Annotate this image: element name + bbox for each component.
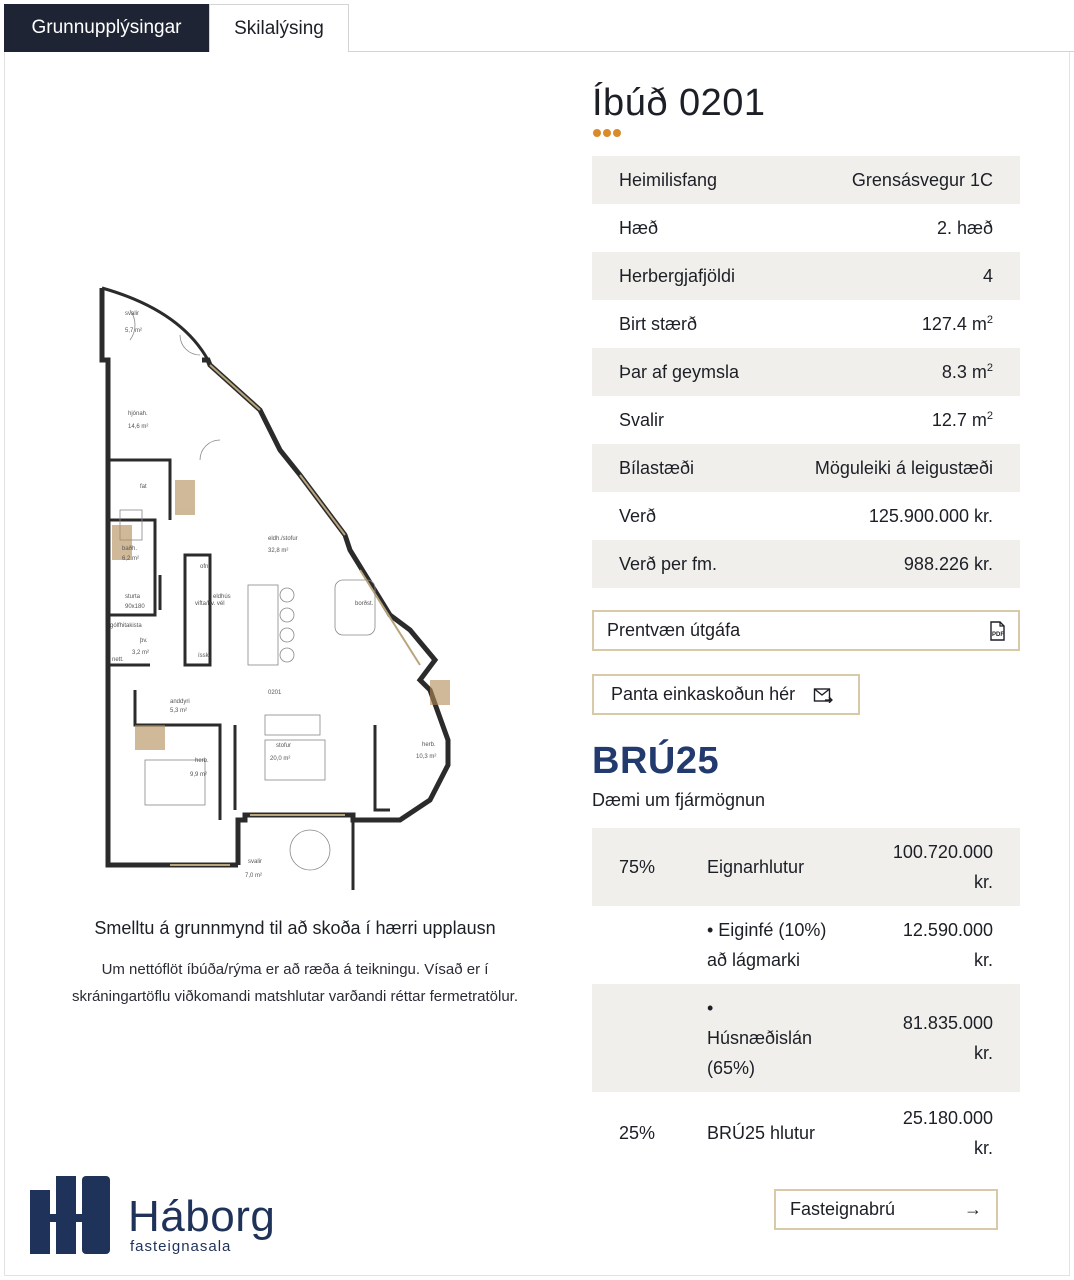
- fin-row-bru25: [592, 1092, 1020, 1174]
- page-title: Íbúð 0201: [592, 82, 766, 124]
- info-row-size: [592, 300, 1020, 348]
- fin-row-equity: [592, 906, 1020, 984]
- info-label: Verð: [619, 505, 657, 526]
- floorplan-disclaimer: Um nettóflöt íbúða/rýma er að ræða á teikningu. Vísað er í skráningartöflu viðkomandi matshlutar varðandi réttar fermetratölur.: [71, 961, 519, 1005]
- dot: [603, 129, 611, 137]
- room-area-bath: 6,2 m²: [122, 556, 140, 562]
- info-value: 988.226 kr.: [903, 553, 993, 574]
- info-row-floor: [592, 204, 1020, 252]
- room-label-gongung: gólfhitakista: [110, 623, 142, 629]
- haborg-logo-name: Háborg: [128, 1192, 276, 1241]
- fin-pct: 25%: [619, 1122, 656, 1143]
- room-label-stofur: stofur: [276, 743, 292, 749]
- fasteignabru-label: Fasteignabrú: [790, 1199, 896, 1219]
- svg-text:PDF: PDF: [992, 631, 1004, 638]
- room-label-svalir-top: svalir: [125, 311, 140, 317]
- room-label-bordst: borðst.: [355, 601, 374, 607]
- info-row-storage: [592, 348, 1020, 396]
- info-label: Hæð: [619, 217, 659, 238]
- fin-amount: 100.720.000 kr.: [892, 842, 993, 892]
- info-row-price: [592, 492, 1020, 540]
- room-label-nett: nett.: [112, 657, 124, 663]
- room-area-herb1: 9,9 m²: [190, 772, 208, 778]
- info-label: Þar af geymsla: [619, 361, 740, 382]
- info-row-rooms: [592, 252, 1020, 300]
- room-area-svalir-bottom: 7,0 m²: [245, 873, 263, 879]
- room-label-fat: fat: [140, 484, 147, 490]
- fin-amount: 25.180.000 kr.: [902, 1108, 993, 1158]
- unit-label-0201: 0201: [268, 690, 282, 696]
- property-info-table: [592, 156, 1020, 588]
- fin-amount: 12.590.000 kr.: [902, 920, 993, 970]
- title-dots-decoration: [593, 129, 621, 137]
- room-label-herb2: herb.: [422, 742, 436, 748]
- room-label-eldh: eldh./stofur: [268, 536, 298, 542]
- fin-pct: 75%: [619, 856, 656, 877]
- room-area-lond: 5,3 m²: [170, 708, 188, 714]
- room-label-sturta: sturta: [125, 594, 141, 600]
- info-label: Herbergjafjöldi: [619, 265, 736, 286]
- fin-label: Eignarhlutur: [707, 857, 805, 877]
- room-area-svalir-top: 5,7 m²: [125, 328, 143, 334]
- financing-table: [592, 828, 1020, 1174]
- print-version-button[interactable]: [592, 610, 1020, 651]
- tab-bar: [4, 4, 349, 52]
- room-size-sturta: 90x180: [125, 604, 145, 610]
- fin-label: • Húsnæðislán (65%): [707, 998, 813, 1078]
- room-area-hjonah: 14,6 m²: [128, 424, 149, 430]
- room-label-bath: baðh.: [122, 546, 138, 552]
- room-area-stofur: 20,0 m²: [270, 756, 291, 762]
- floorplan-hint: Smelltu á grunnmynd til að skoða í hærri upplausn: [94, 918, 496, 938]
- room-label-isskapur: íssk.: [198, 653, 211, 659]
- dot: [593, 129, 601, 137]
- room-label-herb1: herb.: [195, 758, 209, 764]
- fin-row-mortgage: [592, 984, 1020, 1092]
- book-viewing-button[interactable]: [592, 674, 860, 715]
- arrow-right-icon: →: [964, 1199, 982, 1219]
- wall-top-left: [102, 288, 110, 360]
- info-value: 4: [982, 265, 993, 286]
- info-label: Bílastæði: [619, 457, 695, 478]
- info-row-parking: [592, 444, 1020, 492]
- info-value: Grensásvegur 1C: [851, 169, 993, 190]
- fin-label: • Eiginfé (10%) að lágmarki: [707, 920, 827, 970]
- pdf-icon: [988, 621, 1006, 641]
- room-label-eldhus: eldhús: [213, 594, 231, 600]
- viewing-button-label: Panta einkaskoðun hér: [611, 684, 796, 704]
- room-area-eldh: 32,8 m²: [268, 548, 289, 554]
- info-value: 8.3 $m^2$: [941, 361, 993, 382]
- info-value: 12.7 $m^2$: [931, 409, 993, 430]
- info-value: 127.4 $m^2$: [921, 313, 993, 334]
- info-value: 125.900.000 kr.: [868, 505, 993, 526]
- info-row-price-per-sqm: [592, 540, 1020, 588]
- info-label: Heimilisfang: [619, 169, 718, 190]
- haborg-logo-tagline: fasteignasala: [130, 1238, 232, 1255]
- floor-plan-image[interactable]: [90, 280, 510, 890]
- financing-example-heading: Dæmi um fjármögnun: [592, 790, 766, 810]
- dot: [613, 129, 621, 137]
- info-row-balcony: [592, 396, 1020, 444]
- room-label-lond: anddyri: [170, 699, 190, 705]
- info-value: Möguleiki á leigustæði: [814, 457, 993, 478]
- info-label: Birt stærð: [619, 313, 698, 334]
- tab-grunnupplysingar[interactable]: Grunnupplýsingar: [4, 4, 209, 52]
- info-label: Verð per fm.: [619, 553, 718, 574]
- fasteignabru-button[interactable]: [774, 1189, 998, 1230]
- bru25-logo: BRÚ25: [592, 740, 720, 782]
- room-area-herb2: 10,3 m²: [416, 754, 437, 760]
- info-value: 2. hæð: [936, 217, 993, 238]
- envelope-icon: [813, 687, 833, 703]
- room-label-svalir-bottom: svalir: [248, 859, 263, 865]
- fin-amount: 81.835.000 kr.: [902, 1013, 993, 1063]
- info-row-address: [592, 156, 1020, 204]
- room-label-hjonah: hjónah.: [128, 411, 148, 417]
- print-button-label: Prentvæn útgáfa: [607, 620, 741, 640]
- tab-divider: [348, 51, 1074, 52]
- fin-row-ownership: [592, 828, 1020, 906]
- tab-skilalysing[interactable]: Skilalýsing: [209, 4, 349, 52]
- info-label: Svalir: [619, 409, 665, 430]
- room-label-th: þv.: [140, 638, 148, 644]
- room-area-th: 3,2 m²: [132, 650, 150, 656]
- fin-label: BRÚ25 hlutur: [707, 1123, 816, 1143]
- room-label-ofn: ofn: [200, 564, 209, 570]
- room-sub-eldhus: vifta/hv. vél: [195, 601, 225, 607]
